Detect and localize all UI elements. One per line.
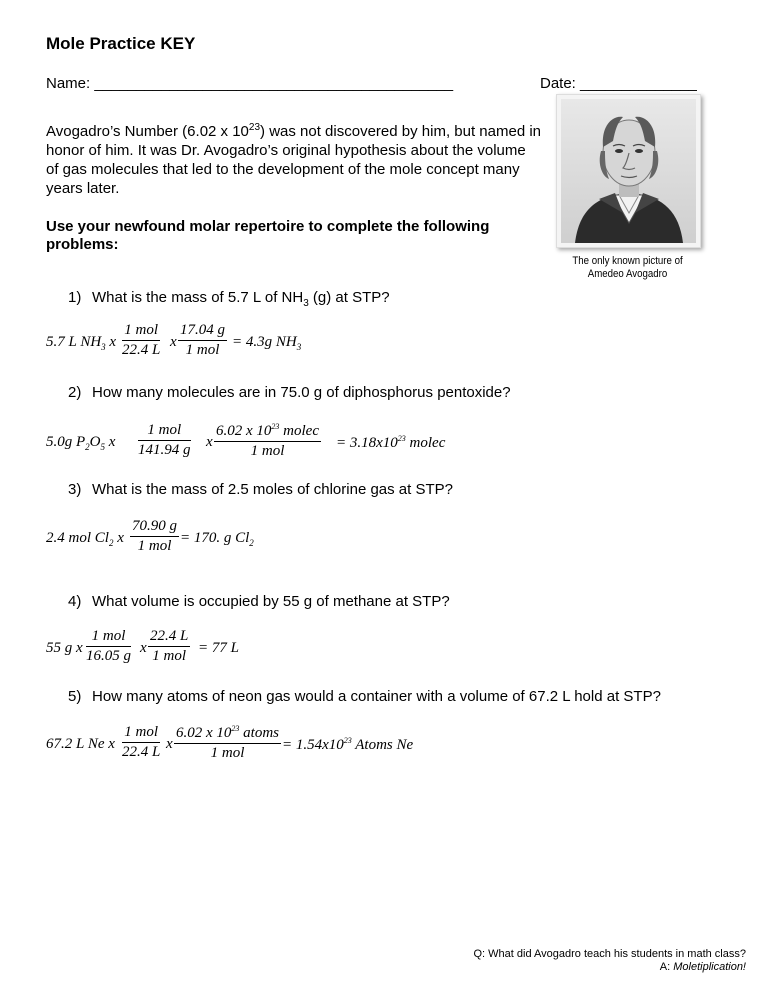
answer-result: = 77 L bbox=[198, 640, 239, 656]
answer-3 bbox=[46, 516, 546, 566]
date-field-label: Date: ______________ bbox=[540, 75, 697, 92]
question-number: 4) bbox=[68, 593, 82, 610]
question-number: 5) bbox=[68, 688, 82, 705]
answer-lead: 5.7 L $NH_3$ x bbox=[46, 334, 117, 352]
answer-result: = $3.18x10^{23}$ molec bbox=[336, 434, 446, 451]
answer-4 bbox=[46, 626, 546, 676]
footer-joke bbox=[473, 948, 746, 974]
intro-part2: ) was not discovered by him, but named in honor of him. It was Dr. Avogadro’s original hypothesis about the volume of gas molecules that led to the development of the mole concept many years later. bbox=[46, 123, 542, 197]
multiply-sign: x bbox=[206, 434, 213, 450]
caption-line-2: Amedeo Avogadro bbox=[587, 268, 668, 280]
intro-exponent: 23 bbox=[248, 122, 261, 133]
question-number: 1) bbox=[68, 289, 82, 306]
instructions: Use your newfound molar repertoire to complete the following problems: bbox=[46, 218, 490, 253]
fraction-1: 1 mol 16.05 g bbox=[86, 628, 131, 664]
fraction-1: 1 mol 22.4 L bbox=[122, 322, 161, 358]
answer-result: = $1.54x10^{23}$ Atoms Ne bbox=[282, 736, 414, 753]
portrait-caption bbox=[565, 255, 691, 281]
answer-lead: 55 g x bbox=[46, 640, 83, 656]
multiply-sign: x bbox=[170, 334, 177, 350]
fraction-2: 17.04 g 1 mol bbox=[180, 322, 225, 358]
question-text: What is the mass of 2.5 moles of chlorine gas at STP? bbox=[92, 481, 453, 498]
fraction-1: 70.90 g 1 mol bbox=[132, 518, 177, 554]
fraction-2: 22.4 L 1 mol bbox=[150, 628, 189, 664]
fraction-2: 6.02 x $10^{23}$ molec 1 mol bbox=[216, 422, 319, 459]
portrait-illustration-icon bbox=[557, 95, 700, 247]
question-text: How many molecules are in 75.0 g of diphosphorus pentoxide? bbox=[92, 384, 511, 401]
intro-paragraph bbox=[46, 122, 542, 198]
answer-result: = 170. g $Cl_2$ bbox=[180, 530, 254, 548]
fraction-1: 1 mol 141.94 g bbox=[138, 422, 191, 458]
answer-lead: 2.4 mol $Cl_2$ x bbox=[46, 530, 124, 548]
answer-5 bbox=[46, 722, 546, 772]
joke-answer: A: Moletiplication! bbox=[659, 961, 746, 973]
page-title: Mole Practice KEY bbox=[46, 34, 196, 53]
fraction-1: 1 mol 22.4 L bbox=[122, 724, 161, 760]
answer-1 bbox=[46, 320, 546, 370]
multiply-sign: x bbox=[166, 736, 173, 752]
avogadro-portrait bbox=[556, 94, 701, 248]
question-number: 2) bbox=[68, 384, 82, 401]
question-text: How many atoms of neon gas would a container with a volume of 67.2 L hold at STP? bbox=[92, 688, 661, 705]
question-text: What is the mass of 5.7 L of $NH_3$ (g) at STP? bbox=[92, 289, 390, 309]
question-number: 3) bbox=[68, 481, 82, 498]
name-field-label: Name: ___________________________________________ bbox=[46, 75, 454, 92]
multiply-sign: x bbox=[140, 640, 147, 656]
answer-lead: 5.0g $P_2O_5$ x bbox=[46, 434, 116, 452]
caption-line-1: The only known picture of bbox=[572, 255, 683, 267]
answer-2 bbox=[46, 420, 546, 470]
intro-part1: Avogadro’s Number (6.02 x 10 bbox=[46, 123, 249, 140]
question-text: What volume is occupied by 55 g of methane at STP? bbox=[92, 593, 450, 610]
fraction-2: 6.02 x $10^{23}$ atoms 1 mol bbox=[176, 724, 280, 761]
answer-lead: 67.2 L Ne x bbox=[46, 736, 115, 752]
joke-question: Q: What did Avogadro teach his students in math class? bbox=[473, 948, 746, 960]
answer-result: = 4.3g $NH_3$ bbox=[232, 334, 302, 352]
